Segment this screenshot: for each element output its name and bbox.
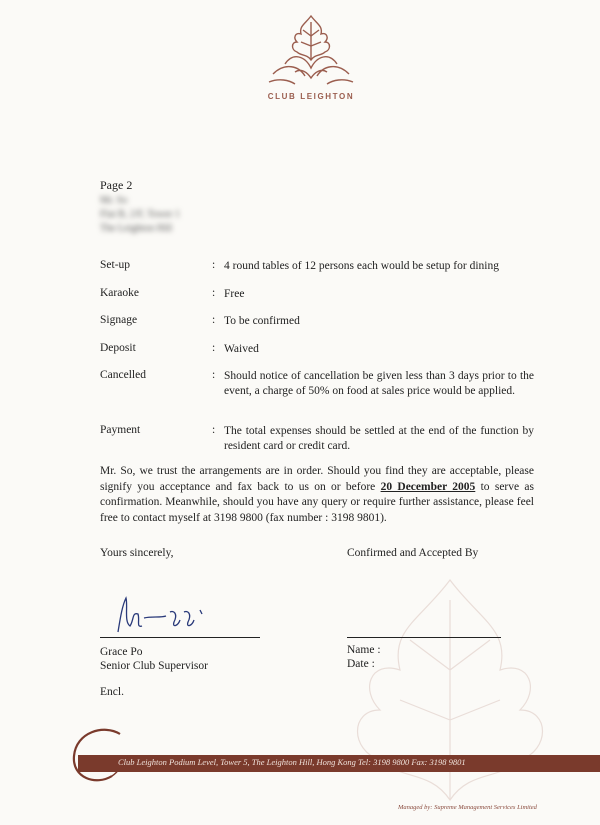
managed-by-note: Managed by: Supreme Management Services Limited [398, 804, 537, 811]
term-value-cancelled: Should notice of cancellation be given less than 3 days prior to the event, a charge of 50% on food at sales price would be applied. [224, 370, 534, 397]
term-colon: : [212, 314, 216, 326]
acceptance-signature-line [347, 637, 501, 638]
term-label-deposit: Deposit [100, 342, 136, 354]
term-label-setup: Set-up [100, 259, 131, 271]
enclosure-note: Encl. [100, 686, 124, 698]
term-label-cancelled: Cancelled [100, 369, 146, 381]
signer-title: Senior Club Supervisor [100, 660, 208, 672]
signer-name: Grace Po [100, 646, 143, 658]
term-colon: : [212, 259, 216, 271]
term-colon: : [212, 424, 216, 436]
closing-salutation: Yours sincerely, [100, 547, 174, 559]
term-colon: : [212, 287, 216, 299]
signer-block [100, 645, 208, 673]
footer-address: Club Leighton Podium Level, Tower 5, The Leighton Hill, Hong Kong Tel: 3198 9800 Fax: 3198 9801 [118, 757, 466, 767]
paragraph-text-2: to serve as confirmation. Meanwhile, should you have any query or require further assistance, please feel free to contact myself at 3198 9800 (fax number : 3198 9801). [100, 480, 534, 524]
leaf-watermark [300, 560, 600, 825]
reply-deadline: 20 December 2005 [380, 480, 476, 493]
date-field-label: Date : [347, 658, 375, 670]
page-number: Page 2 [100, 178, 133, 192]
term-value-karaoke: Free [224, 288, 245, 300]
confirmed-accepted-label: Confirmed and Accepted By [347, 547, 479, 559]
recipient-name: Mr. So [100, 195, 128, 206]
handwritten-signature [108, 592, 218, 638]
term-label-karaoke: Karaoke [100, 287, 139, 299]
club-leighton-leaf-logo [265, 12, 357, 92]
term-label-signage: Signage [100, 314, 138, 326]
club-leighton-script-c-logo [64, 722, 134, 790]
recipient-address-line-1: Flat B, 2/F, Tower 1 [100, 209, 180, 220]
term-value-deposit: Waived [224, 343, 259, 355]
name-field-label: Name : [347, 644, 381, 656]
term-colon: : [212, 369, 216, 381]
term-value-signage: To be confirmed [224, 315, 300, 327]
paragraph-text-1: Mr. So, we trust the arrangements are in order. Should you find they are acceptable, please signify you acceptance and fax back to us on or before [100, 465, 534, 493]
acceptance-fields [347, 643, 381, 671]
recipient-address-line-2: The Leighton Hill [100, 223, 173, 234]
term-value-payment: The total expenses should be settled at the end of the function by resident card or credit card. [224, 425, 534, 452]
club-leighton-wordmark: CLUB LEIGHTON [267, 92, 355, 101]
term-value-setup: 4 round tables of 12 persons each would be setup for dining [224, 260, 499, 272]
term-colon: : [212, 342, 216, 354]
term-label-payment: Payment [100, 424, 141, 436]
confirmation-paragraph [100, 464, 534, 526]
signature-line [100, 637, 260, 638]
